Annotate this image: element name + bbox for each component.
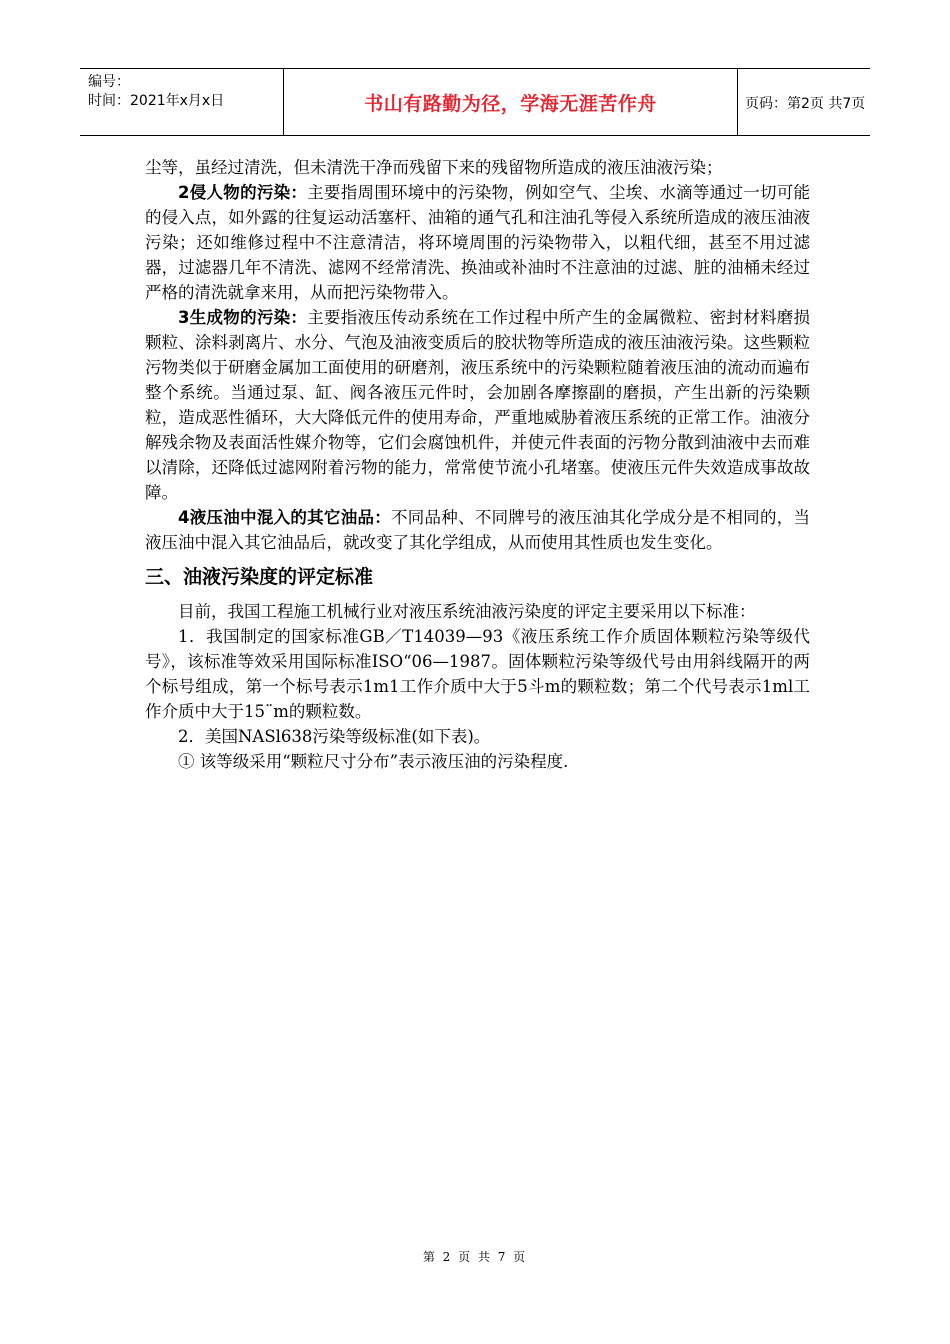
header-page-info: 页码：第2页 共7页 bbox=[745, 96, 866, 112]
document-body bbox=[145, 155, 810, 774]
paragraph-lead: 3生成物的污染： bbox=[178, 308, 308, 327]
page-header bbox=[80, 68, 870, 136]
header-motto: 书山有路勤为径，学海无涯苦作舟 bbox=[283, 68, 738, 136]
paragraph-lead: 4液压油中混入的其它油品： bbox=[178, 508, 391, 527]
list-item-nas-standard: 2．美国NASl638污染等级标准(如下表)。 bbox=[178, 727, 491, 746]
paragraph-mixed-oil-contamination bbox=[145, 505, 810, 555]
paragraph-generated-contamination bbox=[145, 305, 810, 505]
paragraph-continued: 尘等，虽经过清洗，但未清洗干净而残留下来的残留物所造成的液压油液污染； bbox=[145, 158, 723, 177]
list-item-gb-standard: 1．我国制定的国家标准GB／T14039—93《液压系统工作介质固体颗粒污染等级代号》，该标准等效采用国际标准ISO“06—1987。固体颗粒污染等级代号由用斜线隔开的两个标号组成，第一个标号表示1m1工作介质中大于5斗m的颗粒数；第二个代号表示1ml工作介质中大于15¨m的颗粒数。 bbox=[145, 627, 810, 721]
header-date: 时间：2021年x月x日 bbox=[88, 93, 225, 109]
paragraph-lead: 2侵人物的污染： bbox=[178, 183, 308, 202]
section-heading: 三、油液污染度的评定标准 bbox=[145, 566, 374, 588]
header-meta bbox=[88, 73, 283, 111]
paragraph-text: 主要指液压传动系统在工作过程中所产生的金属微粒、密封材料磨损颗粒、涂料剥离片、水分、气泡及油液变质后的胶状物等所造成的液压油液污染。这些颗粒污物类似于研磨金属加工面使用的研磨剂，液压系统中的污染颗粒随着液压油的流动而遍布整个系统。当通过泵、缸、阀各液压元件时，会加剧各摩擦副的磨损，产生出新的污染颗粒，造成恶性循环，大大降低元件的使用寿命，严重地威胁着液压系统的正常工作。油液分解残余物及表面活性媒介物等，它们会腐蚀机件，并使元件表面的污物分散到油液中去而难以清除，还降低过滤网附着污物的能力，常常使节流小孔堵塞。使液压元件失效造成事故故障。 bbox=[145, 308, 811, 502]
paragraph-standards-intro: 目前，我国工程施工机械行业对液压系统油液污染度的评定主要采用以下标准： bbox=[178, 602, 756, 621]
header-number-label: 编号： bbox=[88, 74, 130, 90]
paragraph-intrusion-contamination bbox=[145, 180, 810, 305]
list-item-size-distribution: ① 该等级采用“颗粒尺寸分布”表示液压油的污染程度. bbox=[178, 752, 569, 771]
paragraph-text: 主要指周围环境中的污染物，例如空气、尘埃、水滴等通过一切可能的侵入点，如外露的往复运动活塞杆、油箱的通气孔和注油孔等侵入系统所造成的液压油液污染；还如维修过程中不注意清洁，将环境周围的污染物带入，以粗代细，甚至不用过滤器，过滤器几年不清洗、滤网不经常清洗、换油或补油时不注意油的过滤、脏的油桶未经过严格的清洗就拿来用，从而把污染物带入。 bbox=[145, 183, 811, 302]
paragraph-text: 不同品种、不同牌号的液压油其化学成分是不相同的，当液压油中混入其它油品后，就改变了其化学组成，从而使用其性质也发生变化。 bbox=[145, 508, 810, 552]
page-footer: 第 2 页 共 7 页 bbox=[422, 1250, 528, 1264]
